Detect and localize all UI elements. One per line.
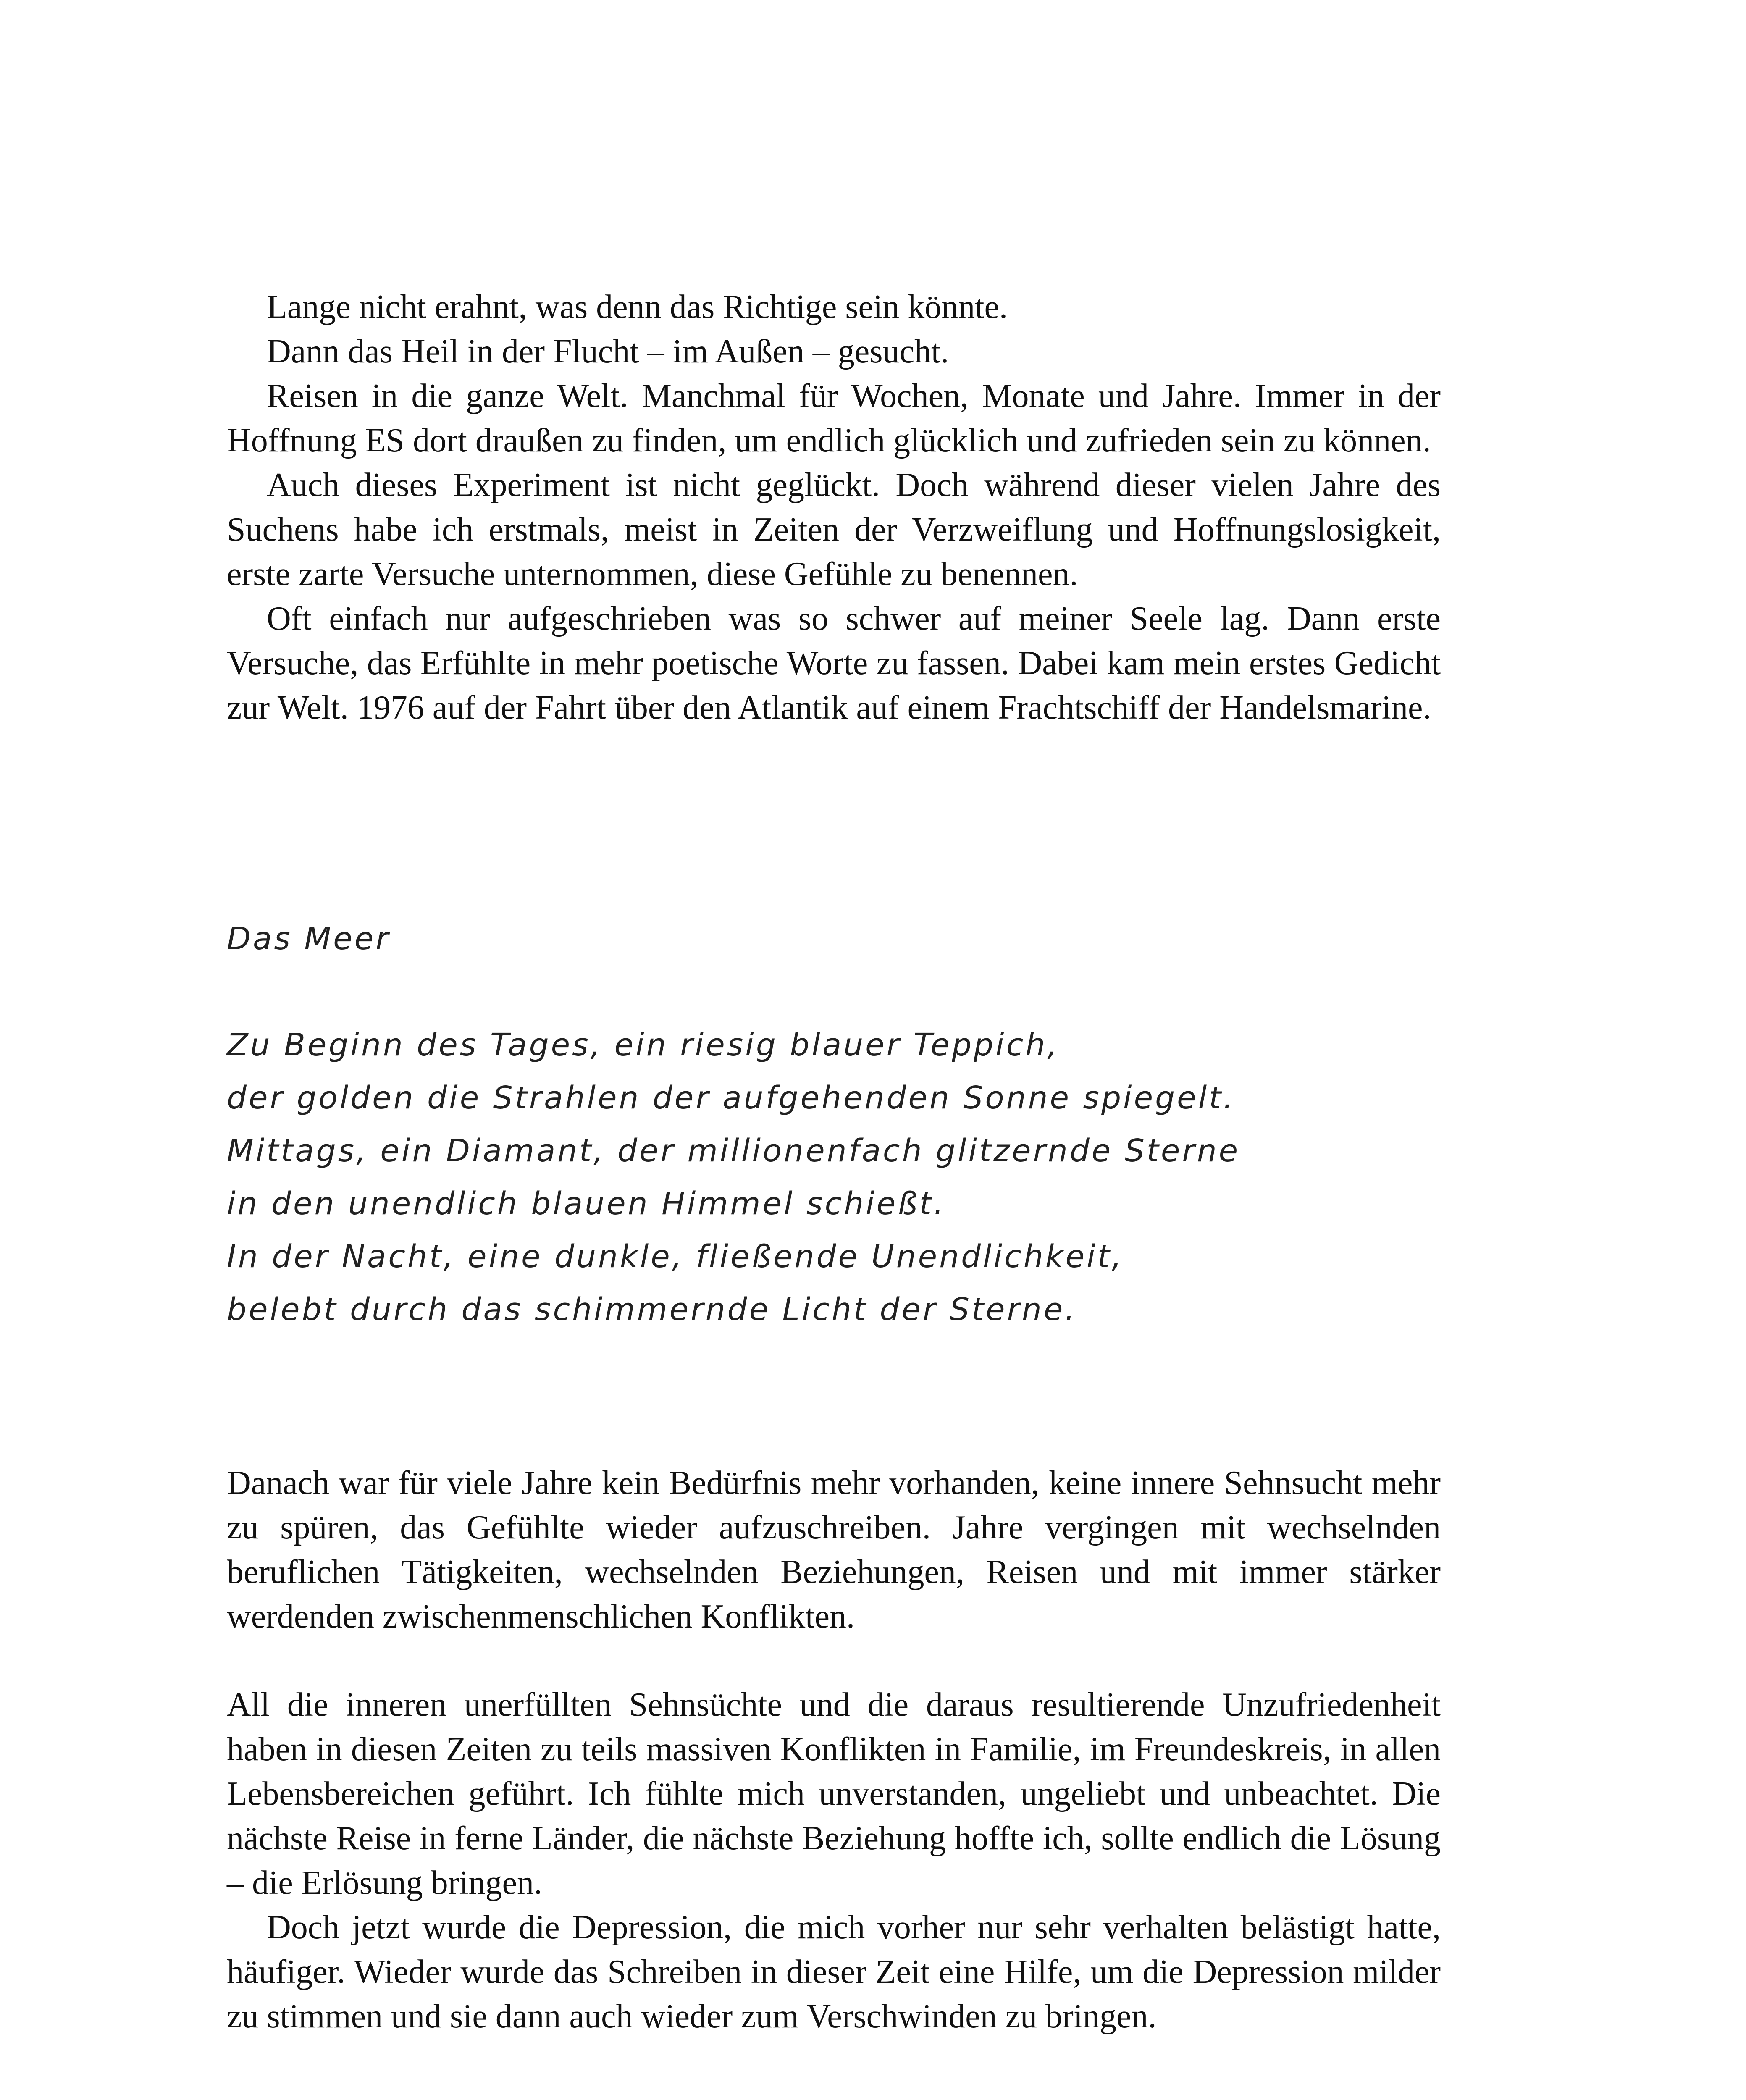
- paragraph: All die inneren unerfüllten Sehnsüchte und die daraus resultierende Unzufriedenheit haben in diesen Zeiten zu teils massiven Konflikten in Familie, im Freundeskreis, in allen Lebensbereichen geführt. Ich fühlte mich unverstanden, ungeliebt und unbeachtet. Die nächste Reise in ferne Länder, die nächste Beziehung hoffte ich, sollte endlich die Lösung – die Erlösung bringen.: [227, 1686, 1441, 1901]
- paragraph: Lange nicht erahnt, was denn das Richtige sein könnte.: [267, 289, 1008, 326]
- closing-section: [227, 1683, 1441, 2039]
- paragraph: Reisen in die ganze Welt. Manchmal für Wochen, Monate und Jahre. Immer in der Hoffnung ES dort draußen zu finden, um endlich glücklich und zufrieden sein zu können.: [227, 378, 1441, 459]
- poem-title: Das Meer: [227, 921, 391, 957]
- poem-line: Mittags, ein Diamant, der millionenfach glitzernde Sterne: [227, 1133, 1240, 1169]
- paragraph: Auch dieses Experiment ist nicht geglückt. Doch während dieser vielen Jahre des Suchens habe ich erstmals, meist in Zeiten der Verzweiflung und Hoffnungslosigkeit, erste zarte Versuche unternommen, diese Gefühle zu benennen.: [227, 467, 1441, 593]
- paragraph: Oft einfach nur aufgeschrieben was so schwer auf meiner Seele lag. Dann erste Versuche, das Erfühlte in mehr poetische Worte zu fassen. Dabei kam mein erstes Gedicht zur Welt. 1976 auf der Fahrt über den Atlantik auf einem Frachtschiff der Handelsmarine.: [227, 600, 1441, 726]
- poem: [227, 918, 1487, 1336]
- paragraph: Danach war für viele Jahre kein Bedürfnis mehr vorhanden, keine innere Sehnsucht mehr zu spüren, das Gefühlte wieder aufzuschreiben. Jahre vergingen mit wechselnden beruflichen Tätigkeiten, wechselnden Beziehungen, Reisen und mit immer stärker werdenden zwischenmenschlichen Konflikten.: [227, 1465, 1441, 1635]
- poem-line: der golden die Strahlen der aufgehenden Sonne spiegelt.: [227, 1080, 1235, 1116]
- intro-section: [227, 285, 1441, 730]
- middle-section: [227, 1461, 1441, 1639]
- paragraph: Dann das Heil in der Flucht – im Außen – gesucht.: [267, 333, 949, 370]
- paragraph: Doch jetzt wurde die Depression, die mich vorher nur sehr verhalten belästigt hatte, häufiger. Wieder wurde das Schreiben in dieser Zeit eine Hilfe, um die Depression milder zu stimmen und sie dann auch wieder zum Verschwinden zu bringen.: [227, 1909, 1441, 2035]
- poem-line: belebt durch das schimmernde Licht der Sterne.: [227, 1292, 1077, 1328]
- poem-line: In der Nacht, eine dunkle, fließende Unendlichkeit,: [227, 1239, 1124, 1275]
- poem-line: Zu Beginn des Tages, ein riesig blauer Teppich,: [227, 1027, 1059, 1063]
- poem-line: in den unendlich blauen Himmel schießt.: [227, 1186, 946, 1222]
